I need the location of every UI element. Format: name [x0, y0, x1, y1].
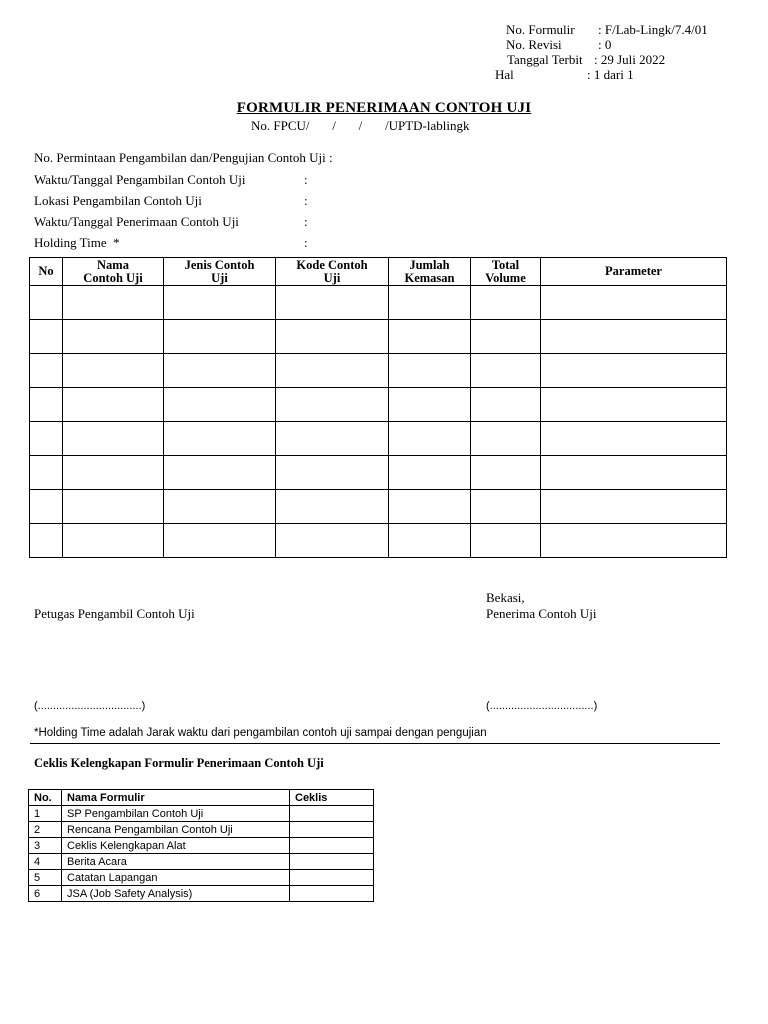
checklist-row-name: Ceklis Kelengkapan Alat	[62, 838, 290, 854]
sample-cell[interactable]	[541, 354, 727, 388]
sample-row	[30, 524, 727, 558]
sample-row	[30, 388, 727, 422]
sample-cell[interactable]	[164, 490, 276, 524]
sample-cell[interactable]	[389, 286, 471, 320]
document-meta	[495, 22, 708, 82]
sample-cell[interactable]	[164, 422, 276, 456]
sample-cell[interactable]	[164, 354, 276, 388]
page-label: Hal	[495, 67, 514, 82]
page-value: : 1 dari 1	[587, 67, 634, 82]
checklist-row-no: 6	[29, 886, 62, 902]
header-sample-code: Kode Contoh Uji	[276, 258, 389, 286]
sample-cell[interactable]	[471, 524, 541, 558]
request-number-label: No. Permintaan Pengambilan dan/Pengujian Contoh Uji :	[34, 150, 333, 165]
sampling-datetime-label: Waktu/Tanggal Pengambilan Contoh Uji	[34, 172, 246, 187]
sample-cell[interactable]	[541, 388, 727, 422]
sample-cell[interactable]	[164, 524, 276, 558]
sample-cell[interactable]	[389, 354, 471, 388]
revision-row	[495, 37, 708, 52]
header-sample-type: Jenis Contoh Uji	[164, 258, 276, 286]
sample-cell[interactable]	[389, 524, 471, 558]
issue-date-label: Tanggal Terbit	[507, 52, 583, 67]
sample-cell[interactable]	[63, 422, 164, 456]
sample-cell[interactable]	[30, 320, 63, 354]
sample-cell[interactable]	[389, 490, 471, 524]
holding-time-label: Holding Time *	[34, 235, 120, 250]
checklist-row	[29, 870, 374, 886]
fpcu-number: No. FPCU/ / / /UPTD-lablingk	[251, 118, 470, 133]
receipt-datetime-label: Waktu/Tanggal Penerimaan Contoh Uji	[34, 214, 239, 229]
sampling-location-colon: :	[304, 193, 308, 208]
issue-date-row	[495, 52, 708, 67]
sample-cell[interactable]	[30, 524, 63, 558]
sample-cell[interactable]	[63, 354, 164, 388]
sample-cell[interactable]	[471, 490, 541, 524]
sample-row	[30, 286, 727, 320]
sample-cell[interactable]	[276, 286, 389, 320]
sample-cell[interactable]	[164, 456, 276, 490]
checklist-row-name: Catatan Lapangan	[62, 870, 290, 886]
checklist-row	[29, 822, 374, 838]
header-sample-name: Nama Contoh Uji	[63, 258, 164, 286]
sample-row	[30, 490, 727, 524]
sample-row	[30, 456, 727, 490]
sample-cell[interactable]	[276, 524, 389, 558]
checklist-header-no: No.	[29, 790, 62, 806]
sample-cell[interactable]	[541, 320, 727, 354]
checklist-row-check-cell[interactable]	[290, 854, 374, 870]
sample-row	[30, 320, 727, 354]
sample-cell[interactable]	[276, 456, 389, 490]
sample-cell[interactable]	[30, 286, 63, 320]
checklist-row	[29, 886, 374, 902]
signature-place: Bekasi,	[486, 590, 525, 605]
header-parameter: Parameter	[541, 258, 727, 286]
form-number-value: : F/Lab-Lingk/7.4/01	[598, 22, 708, 37]
checklist-row-name: Berita Acara	[62, 854, 290, 870]
checklist-row-no: 2	[29, 822, 62, 838]
sampler-role-label: Petugas Pengambil Contoh Uji	[34, 606, 195, 621]
checklist-row-no: 3	[29, 838, 62, 854]
sample-table-header	[30, 258, 727, 286]
checklist-row-name: SP Pengambilan Contoh Uji	[62, 806, 290, 822]
holding-time-footnote: *Holding Time adalah Jarak waktu dari pengambilan contoh uji sampai dengan pengujian	[34, 727, 487, 739]
checklist-row	[29, 838, 374, 854]
sample-row	[30, 422, 727, 456]
sample-cell[interactable]	[30, 490, 63, 524]
sample-cell[interactable]	[541, 490, 727, 524]
receiver-signature-blank: (..................................)	[486, 700, 598, 712]
sample-cell[interactable]	[63, 456, 164, 490]
checklist-title: Ceklis Kelengkapan Formulir Penerimaan Contoh Uji	[34, 756, 324, 770]
holding-time-colon: :	[304, 235, 308, 250]
sample-cell[interactable]	[276, 320, 389, 354]
receipt-datetime-colon: :	[304, 214, 308, 229]
sample-cell[interactable]	[63, 320, 164, 354]
sampler-signature-blank: (..................................)	[34, 700, 146, 712]
sample-cell[interactable]	[276, 354, 389, 388]
checklist-row-check-cell[interactable]	[290, 870, 374, 886]
sample-table-body	[30, 286, 727, 558]
sample-cell[interactable]	[389, 456, 471, 490]
sample-cell[interactable]	[63, 490, 164, 524]
sample-cell[interactable]	[389, 388, 471, 422]
sample-cell[interactable]	[471, 422, 541, 456]
checklist-header-name: Nama Formulir	[62, 790, 290, 806]
sample-cell[interactable]	[541, 524, 727, 558]
checklist-row-check-cell[interactable]	[290, 822, 374, 838]
sample-table	[29, 257, 727, 558]
form-title: FORMULIR PENERIMAAN CONTOH UJI	[236, 100, 532, 116]
revision-value: : 0	[598, 37, 612, 52]
checklist-row-name: JSA (Job Safety Analysis)	[62, 886, 290, 902]
sample-cell[interactable]	[276, 422, 389, 456]
checklist-row-no: 1	[29, 806, 62, 822]
checklist-row-check-cell[interactable]	[290, 806, 374, 822]
sample-cell[interactable]	[30, 388, 63, 422]
checklist-header	[29, 790, 374, 806]
sample-cell[interactable]	[63, 524, 164, 558]
sample-cell[interactable]	[471, 388, 541, 422]
sample-cell[interactable]	[30, 354, 63, 388]
form-number-row	[495, 22, 708, 37]
checklist-row-name: Rencana Pengambilan Contoh Uji	[62, 822, 290, 838]
sample-cell[interactable]	[471, 456, 541, 490]
sample-cell[interactable]	[541, 286, 727, 320]
header-total-volume: Total Volume	[471, 258, 541, 286]
form-number-label: No. Formulir	[506, 22, 575, 37]
sampling-datetime-colon: :	[304, 172, 308, 187]
header-no: No	[30, 258, 63, 286]
sample-cell[interactable]	[164, 320, 276, 354]
header-package-count: Jumlah Kemasan	[389, 258, 471, 286]
footnote-divider	[30, 743, 720, 744]
sampling-location-label: Lokasi Pengambilan Contoh Uji	[34, 193, 202, 208]
sample-row	[30, 354, 727, 388]
revision-label: No. Revisi	[506, 37, 562, 52]
checklist-row	[29, 806, 374, 822]
sample-cell[interactable]	[164, 286, 276, 320]
checklist-row	[29, 854, 374, 870]
sample-cell[interactable]	[30, 456, 63, 490]
sample-cell[interactable]	[471, 320, 541, 354]
checklist-row-no: 4	[29, 854, 62, 870]
sample-cell[interactable]	[471, 354, 541, 388]
sample-cell[interactable]	[276, 388, 389, 422]
sample-cell[interactable]	[389, 422, 471, 456]
sample-cell[interactable]	[164, 388, 276, 422]
checklist-table	[28, 789, 374, 902]
sample-cell[interactable]	[541, 422, 727, 456]
sample-cell[interactable]	[389, 320, 471, 354]
issue-date-value: : 29 Juli 2022	[594, 52, 666, 67]
sample-cell[interactable]	[63, 286, 164, 320]
checklist-header-check: Ceklis	[290, 790, 374, 806]
sample-cell[interactable]	[471, 286, 541, 320]
checklist-row-no: 5	[29, 870, 62, 886]
sample-cell[interactable]	[63, 388, 164, 422]
checklist-row-check-cell[interactable]	[290, 886, 374, 902]
page-row	[495, 67, 708, 82]
receiver-role-label: Penerima Contoh Uji	[486, 606, 597, 621]
checklist-row-check-cell[interactable]	[290, 838, 374, 854]
sample-cell[interactable]	[541, 456, 727, 490]
sample-cell[interactable]	[30, 422, 63, 456]
sample-cell[interactable]	[276, 490, 389, 524]
